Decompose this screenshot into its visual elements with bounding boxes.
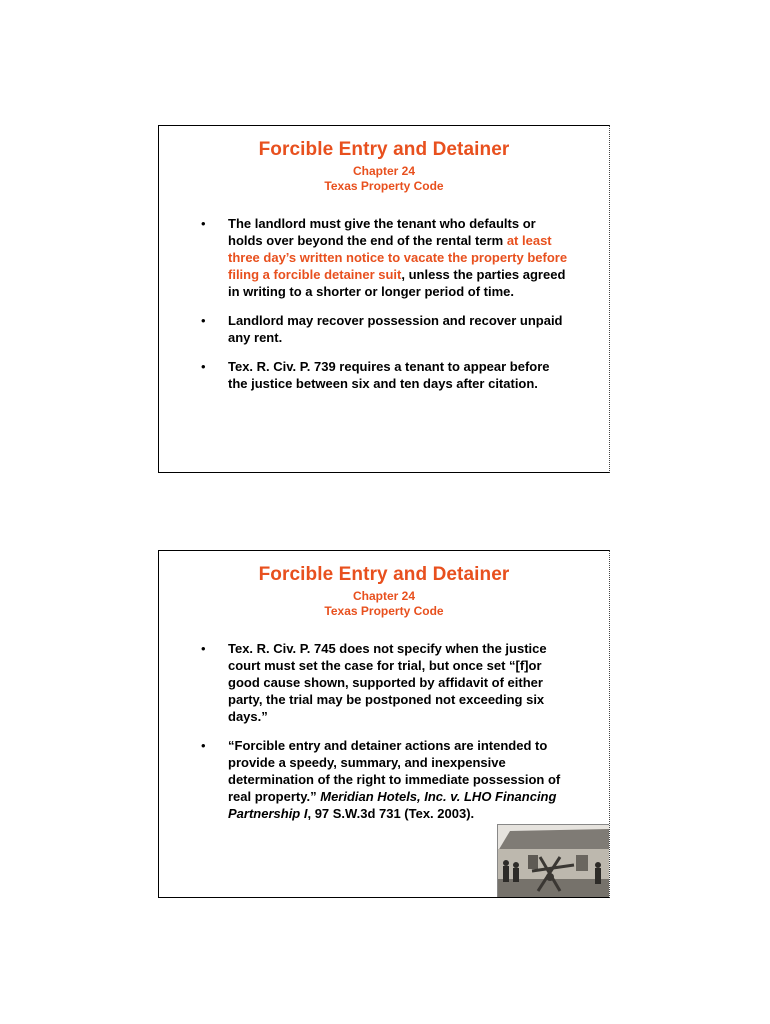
slide-title: Forcible Entry and Detainer [258, 139, 510, 160]
bullet-text: Landlord may recover possession and recover unpaid any rent. [228, 313, 563, 345]
slide-2 [158, 550, 610, 898]
slide-subtitle-chapter: Chapter 24 [352, 589, 416, 603]
bullet-text-tail: , 97 S.W.3d 731 (Tex. 2003). [307, 806, 475, 821]
case-citation: Meridian Hotels, Inc. v. LHO Financing Partnership I [228, 789, 557, 821]
bullet-item [199, 358, 569, 392]
bullet-highlight: at least three day’s written notice to vacate the property before filing a forcible detainer suit [228, 233, 568, 282]
slide-title: Forcible Entry and Detainer [258, 564, 510, 585]
bullet-list [199, 215, 569, 404]
bullet-item [199, 737, 569, 822]
bullet-text: “Forcible entry and detainer actions are intended to provide a speedy, summary, and inexpensive determination of the right to immediate possession of real property.” [228, 738, 561, 804]
bullet-text: The landlord must give the tenant who defaults or holds over beyond the end of the rental term [228, 216, 536, 248]
bullet-item [199, 640, 569, 725]
bullet-text-tail: , unless the parties agreed in writing to a shorter or longer period of time. [228, 267, 566, 299]
historical-eviction-photo [497, 824, 609, 897]
bullet-text: Tex. R. Civ. P. 739 requires a tenant to appear before the justice between six and ten days after citation. [228, 359, 550, 391]
bullet-text: Tex. R. Civ. P. 745 does not specify when the justice court must set the case for trial, but once set “[f]or good cause shown, supported by affidavit of either party, the trial may be postponed not exceeding six days.” [228, 641, 547, 724]
slide-subtitle-code: Texas Property Code [324, 179, 444, 193]
bullet-marker: • [201, 738, 206, 753]
bullet-list [199, 640, 569, 834]
slide-subtitle-code: Texas Property Code [324, 604, 444, 618]
bullet-item [199, 215, 569, 300]
slide-1 [158, 125, 610, 473]
bullet-marker: • [201, 216, 206, 231]
slide-subtitle-chapter: Chapter 24 [352, 164, 416, 178]
photo-illustration [498, 825, 609, 897]
bullet-marker: • [201, 359, 206, 374]
bullet-marker: • [201, 313, 206, 328]
bullet-item [199, 312, 569, 346]
bullet-marker: • [201, 641, 206, 656]
